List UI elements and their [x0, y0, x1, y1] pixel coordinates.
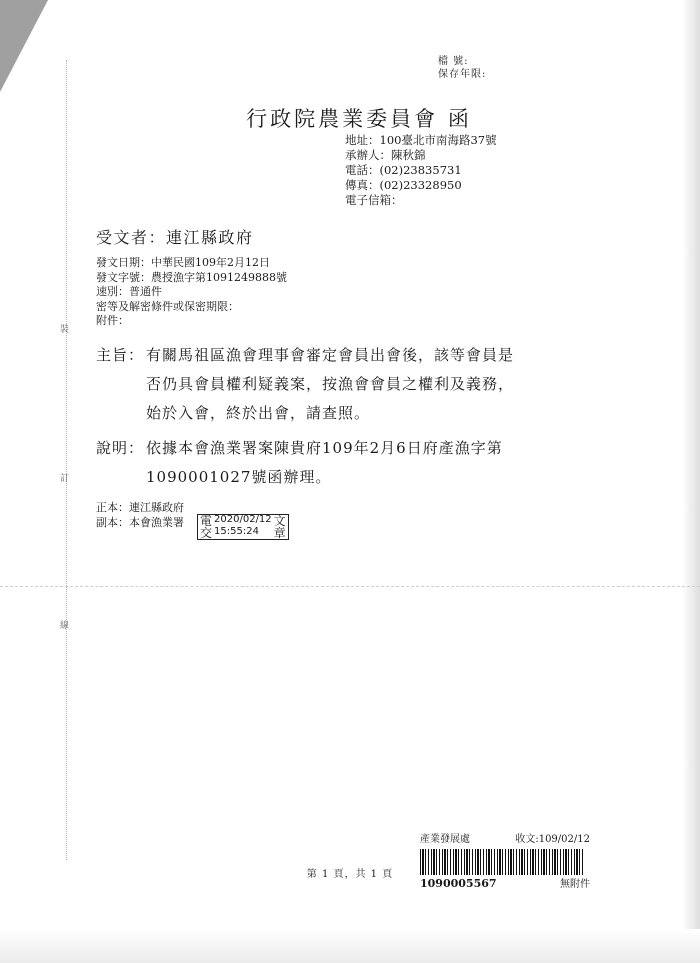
binding-mark-ding: 訂	[60, 474, 70, 484]
binding-mark-xian: 線	[60, 621, 70, 631]
attachment-note: 無附件	[560, 879, 590, 890]
file-info	[438, 55, 486, 81]
reference-number: 發文字號：農授漁字第1091249888號	[96, 270, 287, 284]
receipt-footer	[420, 877, 590, 891]
stamp-char-wen: 文	[273, 514, 286, 528]
scan-corner-shadow	[0, 0, 48, 92]
scan-edge-shadow	[682, 0, 700, 963]
stamp-char-zhang: 章	[273, 526, 286, 540]
original-recipient: 正本：連江縣政府	[96, 501, 184, 514]
explanation-label: 說明：	[96, 439, 145, 457]
phone: 電話：(02)23835731	[345, 163, 462, 177]
electronic-exchange-stamp	[197, 514, 289, 540]
subject-text: 有關馬祖區漁會理事會審定會員出會後，該等會員是否仍具會員權利疑義案，按漁會會員之權利及義務，始於入會，終於出會，請查照。	[146, 346, 515, 422]
received-date: 收文:109/02/12	[515, 834, 590, 845]
stamp-char-jiao: 交	[200, 526, 213, 540]
stamp-time: 15:55:24	[214, 526, 259, 537]
document-title: 行政院農業委員會 函	[246, 107, 472, 131]
stamp-char-dian: 電	[200, 514, 213, 528]
subject-label: 主旨：	[96, 346, 145, 364]
copy-recipient: 副本：本會漁業署	[96, 516, 184, 529]
retention-label: 保存年限:	[438, 69, 487, 80]
address: 地址：100臺北市南海路37號	[345, 133, 497, 147]
attachments: 附件：	[96, 314, 129, 327]
secrecy-level: 密等及解密條件或保密期限：	[96, 299, 239, 313]
receipt-header	[420, 833, 590, 846]
receipt-label	[420, 833, 590, 891]
scan-bottom-edge	[0, 929, 700, 963]
file-number-label: 檔 號:	[438, 56, 469, 67]
email: 電子信箱：	[345, 193, 403, 207]
stamp-date: 2020/02/12	[214, 514, 272, 525]
subject-paragraph	[96, 341, 526, 428]
dispatch-meta	[96, 256, 287, 329]
explanation-text: 依據本會漁業署案陳貴府109年2月6日府產漁字第1090001027號函辦理。	[146, 439, 503, 486]
delivery-speed: 速別：普通件	[96, 285, 162, 298]
fold-line	[0, 586, 700, 587]
fax: 傳真：(02)23328950	[345, 178, 462, 192]
barcode	[420, 849, 584, 875]
binding-mark-zhuang: 裝	[60, 325, 70, 335]
recipient: 受文者：連江縣政府	[96, 228, 254, 247]
distribution-list	[96, 500, 184, 530]
handler: 承辦人：陳秋錦	[345, 148, 426, 162]
explanation-paragraph	[96, 434, 526, 492]
contact-block	[345, 133, 497, 208]
letter-body	[96, 341, 526, 492]
dispatch-date: 發文日期：中華民國109年2月12日	[96, 256, 270, 269]
receipt-number: 1090005567	[420, 877, 497, 890]
binding-line	[66, 60, 67, 860]
receiving-office: 產業發展處	[420, 834, 470, 845]
page-indicator: 第 1 頁，共 1 頁	[306, 869, 394, 880]
